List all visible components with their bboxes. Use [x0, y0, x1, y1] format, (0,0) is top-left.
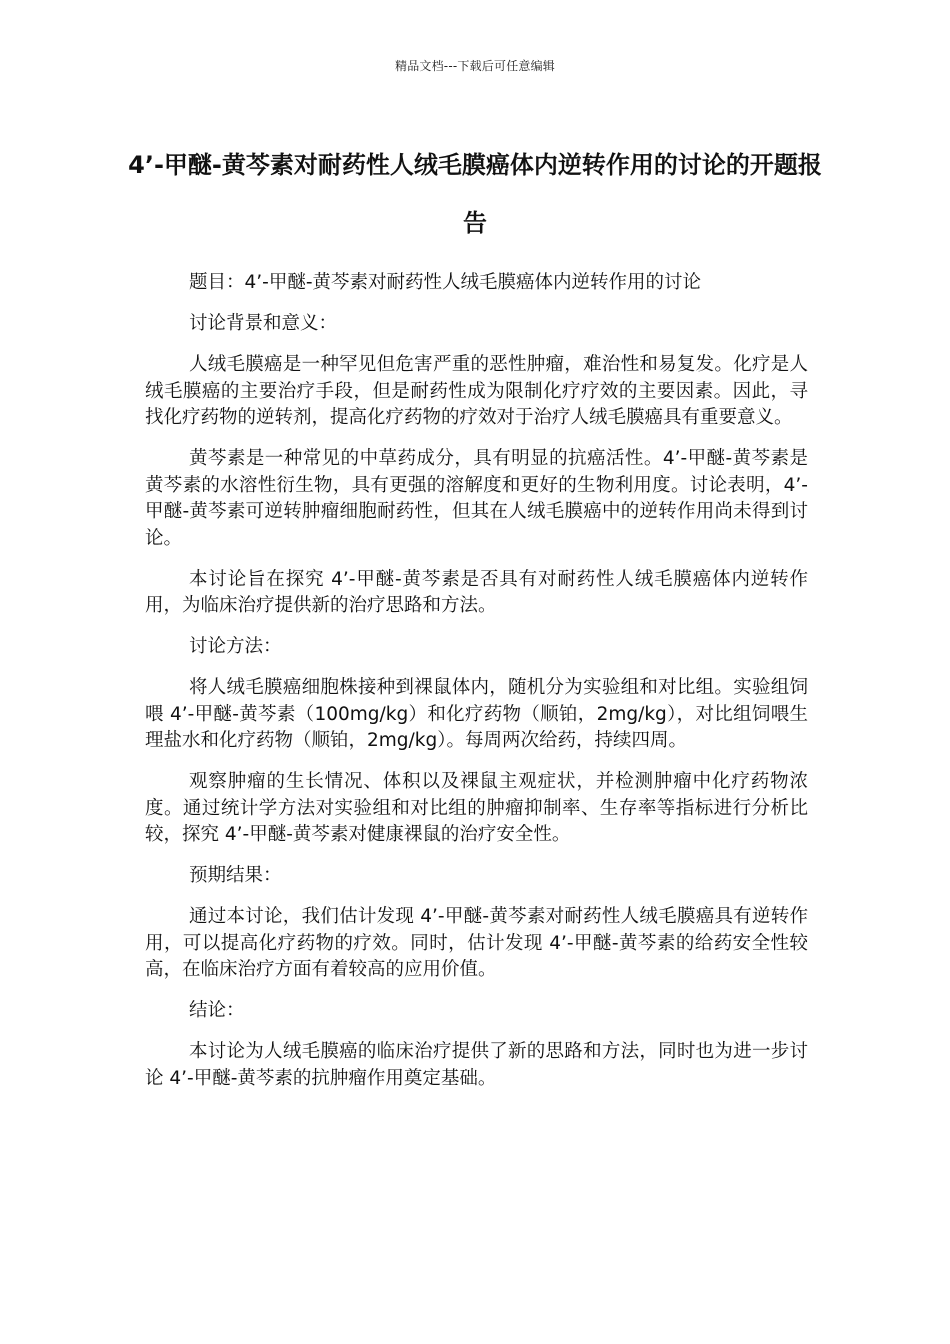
paragraph-background-1: 人绒毛膜癌是一种罕见但危害严重的恶性肿瘤，难治性和易复发。化疗是人绒毛膜癌的主要治疗手段，但是耐药性成为限制化疗疗效的主要因素。因此，寻找化疗药物的逆转剂，提高化疗药物的疗效对于治疗人绒毛膜癌具有重要意义。	[145, 354, 808, 428]
heading-conclusion: 结论：	[189, 1000, 245, 1021]
paragraph-conclusion: 本讨论为人绒毛膜癌的临床治疗提供了新的思路和方法，同时也为进一步讨论 4’-甲醚-黄芩素的抗肿瘤作用奠定基础。	[145, 1041, 808, 1089]
paragraph-background-3: 本讨论旨在探究 4’-甲醚-黄芩素是否具有对耐药性人绒毛膜癌体内逆转作用，为临床治疗提供新的治疗思路和方法。	[145, 568, 808, 616]
page-header: 精品文档---下载后可任意编辑	[395, 59, 555, 73]
paragraph-methods-1: 将人绒毛膜癌细胞株接种到裸鼠体内，随机分为实验组和对比组。实验组饲喂 4’-甲醚-黄芩素（100mg/kg）和化疗药物（顺铂，2mg/kg），对比组饲喂生理盐水和化疗药物（顺铂，2mg/kg）。每周两次给药，持续四周。	[145, 677, 808, 751]
paragraph-methods-2: 观察肿瘤的生长情况、体积以及裸鼠主观症状，并检测肿瘤中化疗药物浓度。通过统计学方法对实验组和对比组的肿瘤抑制率、生存率等指标进行分析比较，探究 4’-甲醚-黄芩素对健康裸鼠的治疗安全性。	[145, 771, 808, 845]
heading-methods: 讨论方法：	[189, 636, 282, 657]
paragraph-background-2: 黄芩素是一种常见的中草药成分，具有明显的抗癌活性。4’-甲醚-黄芩素是黄芩素的水溶性衍生物，具有更强的溶解度和更好的生物利用度。讨论表明，4’-甲醚-黄芩素可逆转肿瘤细胞耐药性，但其在人绒毛膜癌中的逆转作用尚未得到讨论。	[145, 448, 808, 549]
heading-background: 讨论背景和意义：	[189, 313, 338, 334]
document-title: 4’-甲醚-黄芩素对耐药性人绒毛膜癌体内逆转作用的讨论的开题报告	[128, 151, 822, 237]
paragraph-topic: 题目：4’-甲醚-黄芩素对耐药性人绒毛膜癌体内逆转作用的讨论	[189, 272, 702, 293]
document-body	[145, 270, 808, 1107]
paragraph-expected-results: 通过本讨论，我们估计发现 4’-甲醚-黄芩素对耐药性人绒毛膜癌具有逆转作用，可以提高化疗药物的疗效。同时，估计发现 4’-甲醚-黄芩素的给药安全性较高，在临床治疗方面有着较高的应用价值。	[145, 906, 808, 980]
heading-expected-results: 预期结果：	[189, 865, 282, 886]
